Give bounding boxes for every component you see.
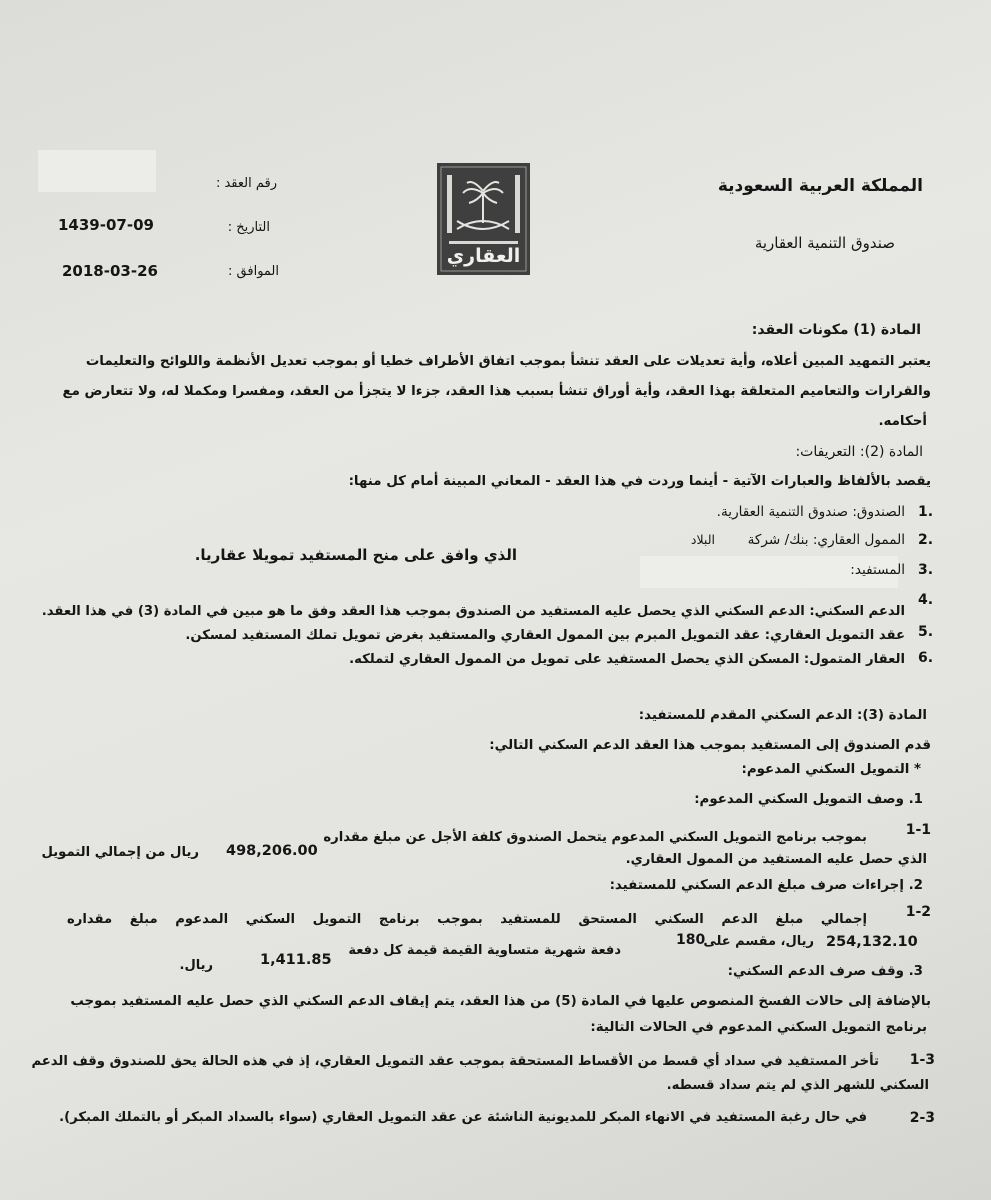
fund-name: صندوق التنمية العقارية	[754, 234, 895, 252]
support-total-split-label: ريال، مقسم على	[703, 934, 814, 949]
contract-number-label: رقم العقد :	[215, 176, 277, 191]
gregorian-date-label: الموافق :	[228, 264, 279, 279]
clause-1-1-continued: الذي حصل عليه المستفيد من الممول العقاري.	[625, 852, 927, 867]
financier-bank-name: البلاد	[690, 532, 715, 547]
article-2-intro: يقصد بالألفاظ والعبارات الآتية - أينما وردت في هذا العقد - المعاني المبينة أمام كل منها:	[348, 474, 931, 489]
definition-financier: الممول العقاري: بنك/ شركة	[747, 532, 905, 548]
definition-beneficiary: المستفيد:	[850, 562, 905, 578]
installment-count: 180	[676, 932, 706, 948]
clause-2-1-text: إجمالي مبلغ الدعم السكني المستحق للمستفيد بموجب برنامج التمويل السكني المدعوم مبلغ مقداره	[66, 912, 867, 927]
clause-1-1-text: بموجب برنامج التمويل السكني المدعوم يتحمل الصندوق كلفة الأجل عن مبلغ مقداره	[323, 830, 867, 845]
clause-number: 1-3	[909, 1052, 935, 1068]
installment-value: 1,411.85	[260, 952, 332, 968]
section-1-title: 1. وصف التمويل السكني المدعوم:	[694, 792, 923, 807]
gregorian-date-value: 2018-03-26	[62, 262, 158, 280]
definition-housing-support: الدعم السكني: الدعم السكني الذي يحصل عليه المستفيد من الصندوق بموجب هذا العقد وفق ما هو مبين في المادة (3) في هذا العقد.	[41, 604, 905, 619]
installment-description: دفعة شهرية متساوية القيمة قيمة كل دفعة	[348, 943, 621, 958]
definition-fund: الصندوق: صندوق التنمية العقارية.	[716, 504, 905, 520]
logo-text: العقاري	[446, 245, 521, 267]
article-1-line-2: والقرارات والتعاميم المتعلقة بهذا العقد، وأية أوراق تنشأ بسبب هذا العقد، جزءا لا يتجزأ من العقد، ومفسرا ومكملا له، ولا تتعارض مع	[62, 384, 931, 399]
definition-number: 4.	[918, 592, 934, 608]
support-total-amount: 254,132.10	[826, 934, 918, 950]
article-1-line-3: أحكامه.	[878, 414, 927, 429]
section-3-text-line-1: بالإضافة إلى حالات الفسخ المنصوص عليها في المادة (5) من هذا العقد، يتم إيقاف الدعم السكني الذي حصل عليه المستفيد بموجب	[70, 994, 931, 1009]
definition-financed-property: العقار المتمول: المسكن الذي يحصل المستفيد على تمويل من الممول العقاري لتملكه.	[349, 652, 905, 667]
definition-number: 3.	[918, 562, 934, 578]
installment-value-unit: ريال.	[179, 958, 213, 973]
clause-3-2-text: في حال رغبة المستفيد في الانهاء المبكر للمديونية الناشئة عن عقد التمويل العقاري (سواء بالسداد المبكر أو بالتملك المبكر).	[59, 1110, 867, 1125]
clause-3-1-text: تأخر المستفيد في سداد أي قسط من الأقساط المستحقة بموجب عقد التمويل العقاري، إذ في هذه الحالة يحق للصندوق وقف الدعم	[31, 1054, 879, 1069]
country-name: المملكة العربية السعودية	[717, 176, 923, 196]
definition-number: 6.	[918, 650, 934, 666]
article-3-title: المادة (3): الدعم السكني المقدم للمستفيد:	[638, 708, 927, 723]
article-1-line-1: يعتبر التمهيد المبين أعلاه، وأية تعديلات على العقد تنشأ بموجب اتفاق الأطراف خطيا أو بموجب تعديل الأنظمة واللوائح والتعليمات	[85, 354, 931, 369]
clause-number: 1-1	[905, 822, 931, 838]
subsidized-financing-bullet: * التمويل السكني المدعوم:	[741, 762, 921, 777]
date-label: التاريخ :	[227, 220, 270, 235]
definition-number: 2.	[918, 532, 934, 548]
financing-amount-unit: ريال من إجمالي التمويل	[41, 845, 199, 860]
definition-financier-continued: الذي وافق على منح المستفيد تمويلا عقاريا.	[194, 546, 517, 564]
clause-number: 2-3	[909, 1110, 935, 1126]
section-3-text-line-2: برنامج التمويل السكني المدعوم في الحالات التالية:	[590, 1020, 927, 1035]
paper-patch	[38, 150, 156, 192]
clause-number: 1-2	[905, 904, 931, 920]
fund-logo	[437, 163, 530, 275]
clause-3-1-continued: السكني للشهر الذي لم يتم سداد قسطه.	[666, 1078, 929, 1093]
financing-amount: 498,206.00	[226, 843, 318, 859]
article-1-title: المادة (1) مكونات العقد:	[751, 322, 921, 338]
section-3-title: 3. وقف صرف الدعم السكني:	[727, 964, 923, 979]
definition-financing-contract: عقد التمويل العقاري: عقد التمويل المبرم بين الممول العقاري والمستفيد بغرض تمويل تملك المستفيد لمسكن.	[185, 628, 905, 643]
section-2-title: 2. إجراءات صرف مبلغ الدعم السكني للمستفيد:	[609, 878, 923, 893]
hijri-date-value: 1439-07-09	[58, 216, 154, 234]
article-2-title: المادة (2): التعريفات:	[795, 444, 923, 460]
definition-number: 5.	[918, 624, 934, 640]
article-3-intro: قدم الصندوق إلى المستفيد بموجب هذا العقد الدعم السكني التالي:	[489, 738, 931, 753]
definition-number: 1.	[918, 504, 934, 520]
